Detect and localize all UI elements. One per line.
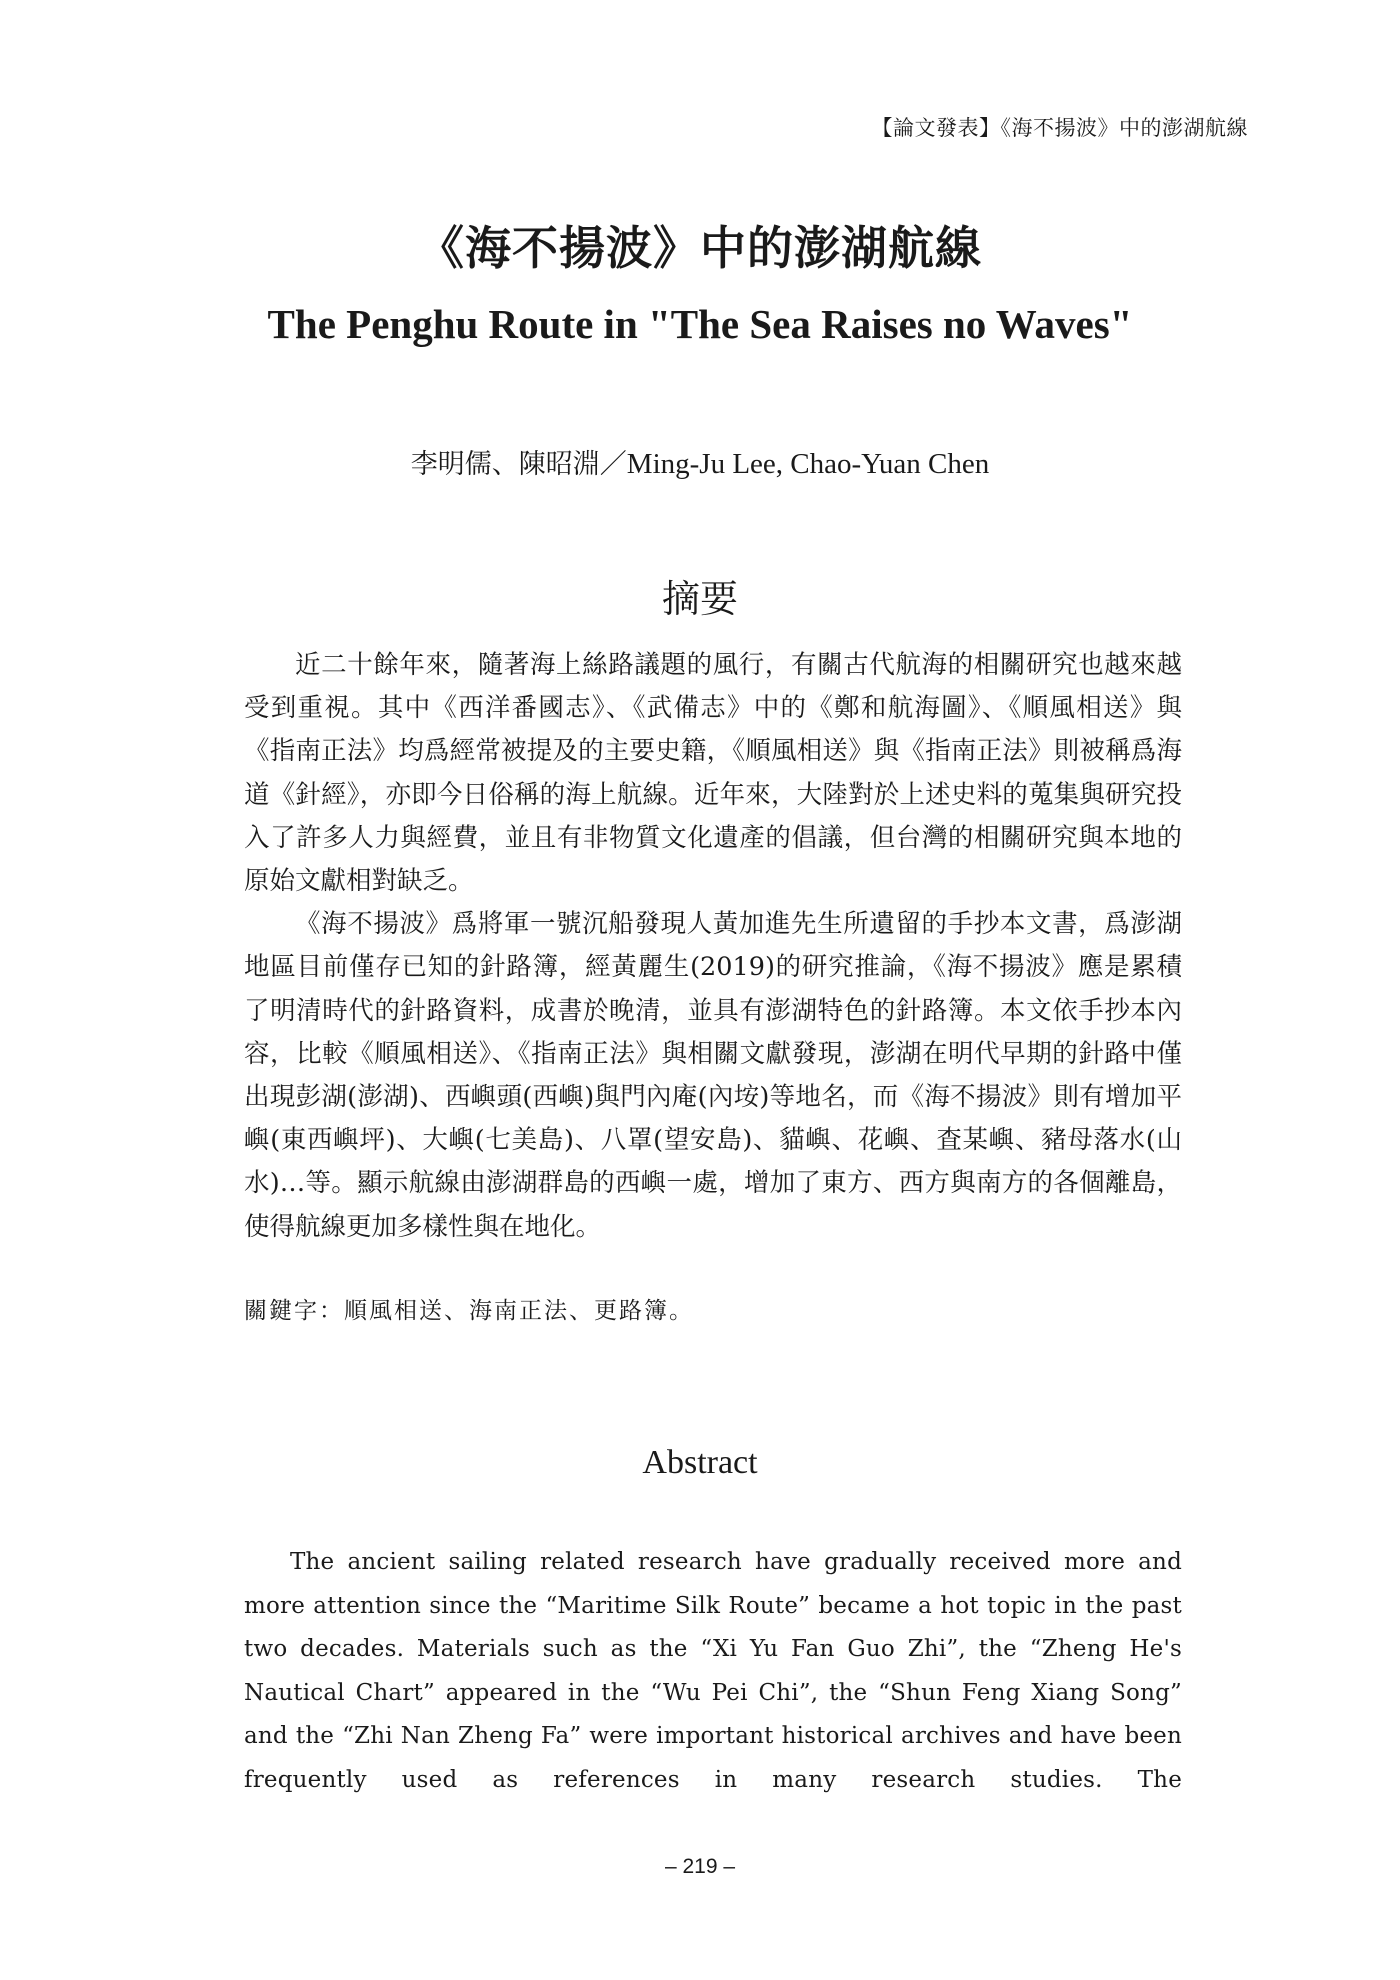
abstract-body-chinese [244, 644, 1182, 1249]
page-title-chinese: 《海不揚波》中的澎湖航線 [418, 221, 982, 275]
abstract-paragraph: 近二十餘年來，隨著海上絲路議題的風行，有關古代航海的相關研究也越來越受到重視。其中《西洋番國志》、《武備志》中的《鄭和航海圖》、《順風相送》與《指南正法》均爲經常被提及的主要史籍，《順風相送》與《指南正法》則被稱爲海道《針經》，亦即今日俗稱的海上航線。近年來，大陸對於上述史料的蒐集與研究投入了許多人力與經費，並且有非物質文化遺產的倡議，但台灣的相關研究與本地的原始文獻相對缺乏。 [244, 650, 1182, 897]
author-line [0, 442, 1400, 481]
author-names-english: Ming-Ju Lee, Chao-Yuan Chen [626, 448, 990, 480]
abstract-body-english [244, 1541, 1182, 1803]
abstract-paragraph: The ancient sailing related research have gradually received more and more attention since the “Maritime Silk Route” became a hot topic in the past two decades. Materials such as the “Xi Yu Fan Guo Zhi”, the “Zheng He's Nautical Chart” appeared in the “Wu Pei Chi”, the “Shun Feng Xiang Song” and the “Zhi Nan Zheng Fa” were important historical archives and have been frequently used as references in many research studies. The [244, 1549, 1182, 1793]
page-title-english: The Penghu Route in "The Sea Raises no Waves" [267, 301, 1133, 347]
author-names-chinese: 李明儒、陳昭淵／ [410, 449, 627, 480]
abstract-heading-chinese: 摘要 [661, 577, 738, 621]
running-header: 【論文發表】《海不揚波》中的澎湖航線 [871, 116, 1248, 140]
abstract-heading-english: Abstract [642, 1444, 758, 1481]
page-number: – 219 – [664, 1855, 736, 1878]
abstract-paragraph: 《海不揚波》爲將軍一號沉船發現人黃加進先生所遺留的手抄本文書，爲澎湖地區目前僅存已知的針路簿，經黃麗生(2019)的研究推論，《海不揚波》應是累積了明清時代的針路資料，成書於晚清，並具有澎湖特色的針路簿。本文依手抄本內容，比較《順風相送》、《指南正法》與相關文獻發現，澎湖在明代早期的針路中僅出現彭湖(澎湖)、西嶼頭(西嶼)與門內庵(內垵)等地名，而《海不揚波》則有增加平嶼(東西嶼坪)、大嶼(七美島)、八罩(望安島)、貓嶼、花嶼、査某嶼、豬母落水(山水)…等。顯示航線由澎湖群島的西嶼一處，增加了東方、西方與南方的各個離島，使得航線更加多樣性與在地化。 [244, 909, 1182, 1242]
keywords-line: 關鍵字：順風相送、海南正法、更路簿。 [244, 1298, 694, 1324]
